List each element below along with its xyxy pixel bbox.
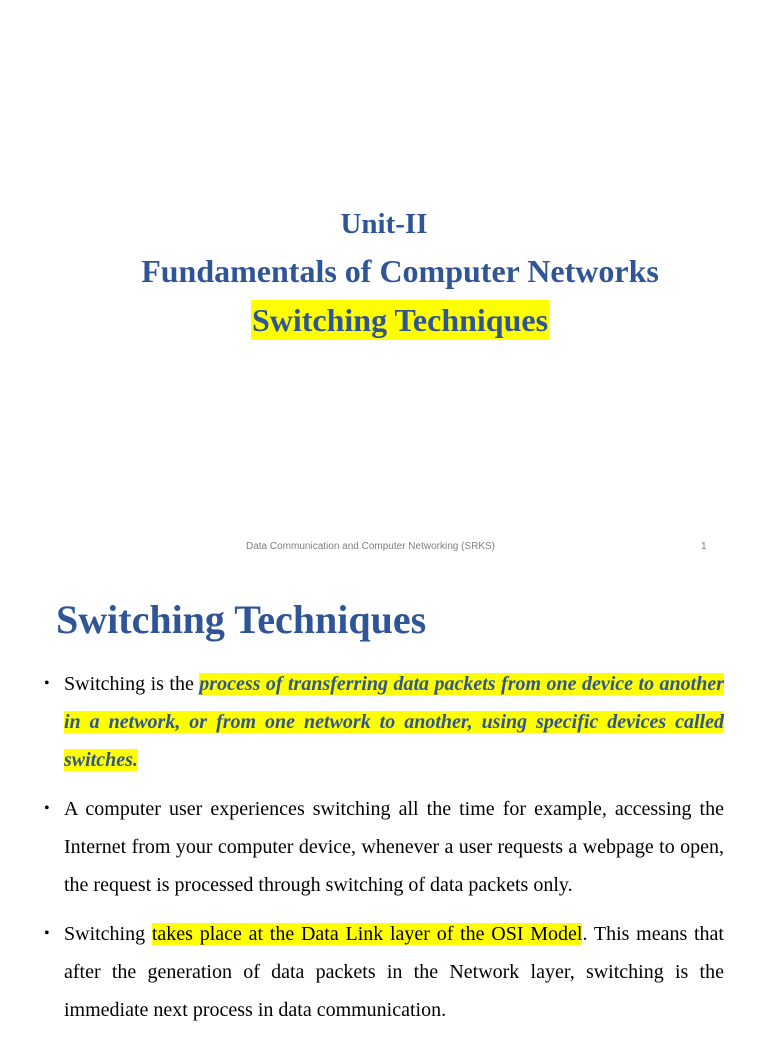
bullet-marker: • [44,800,50,817]
bullet-item [44,915,724,1029]
slide-title: Switching Techniques [56,597,427,642]
page-number: 1 [701,541,707,552]
bullet-item [44,665,724,779]
bullet-text: A computer user experiences switching all the time for example, accessing the Internet from your computer device, whenever a user requests a webpage to open, the request is processed through switching of data packets only. [64,798,724,896]
footer-text: Data Communication and Computer Networking (SRKS) [246,541,495,552]
slide-footer [0,541,768,557]
bullet-text-after: . This means that after the generation of data packets in the Network layer, switching is the immediate next process in data communication. [64,923,724,1021]
topic-heading: Switching Techniques [251,302,549,338]
bullet-text: Switching is the [64,673,200,695]
bullet-text: Switching [64,923,152,945]
course-title: Fundamentals of Computer Networks [141,253,659,289]
bullet-marker: • [44,675,50,692]
unit-heading: Unit-II [340,208,428,240]
bullet-list [44,665,724,1040]
topic-heading-wrap [0,300,768,340]
bullet-item [44,790,724,904]
bullet-marker: • [44,925,50,942]
content-slide [0,576,768,1024]
highlighted-text: process of transferring data packets from one device to another in a network, or from one network to another, using specific devices called switches. [64,673,724,771]
highlighted-text: takes place at the Data Link layer of the OSI Model [151,923,583,945]
